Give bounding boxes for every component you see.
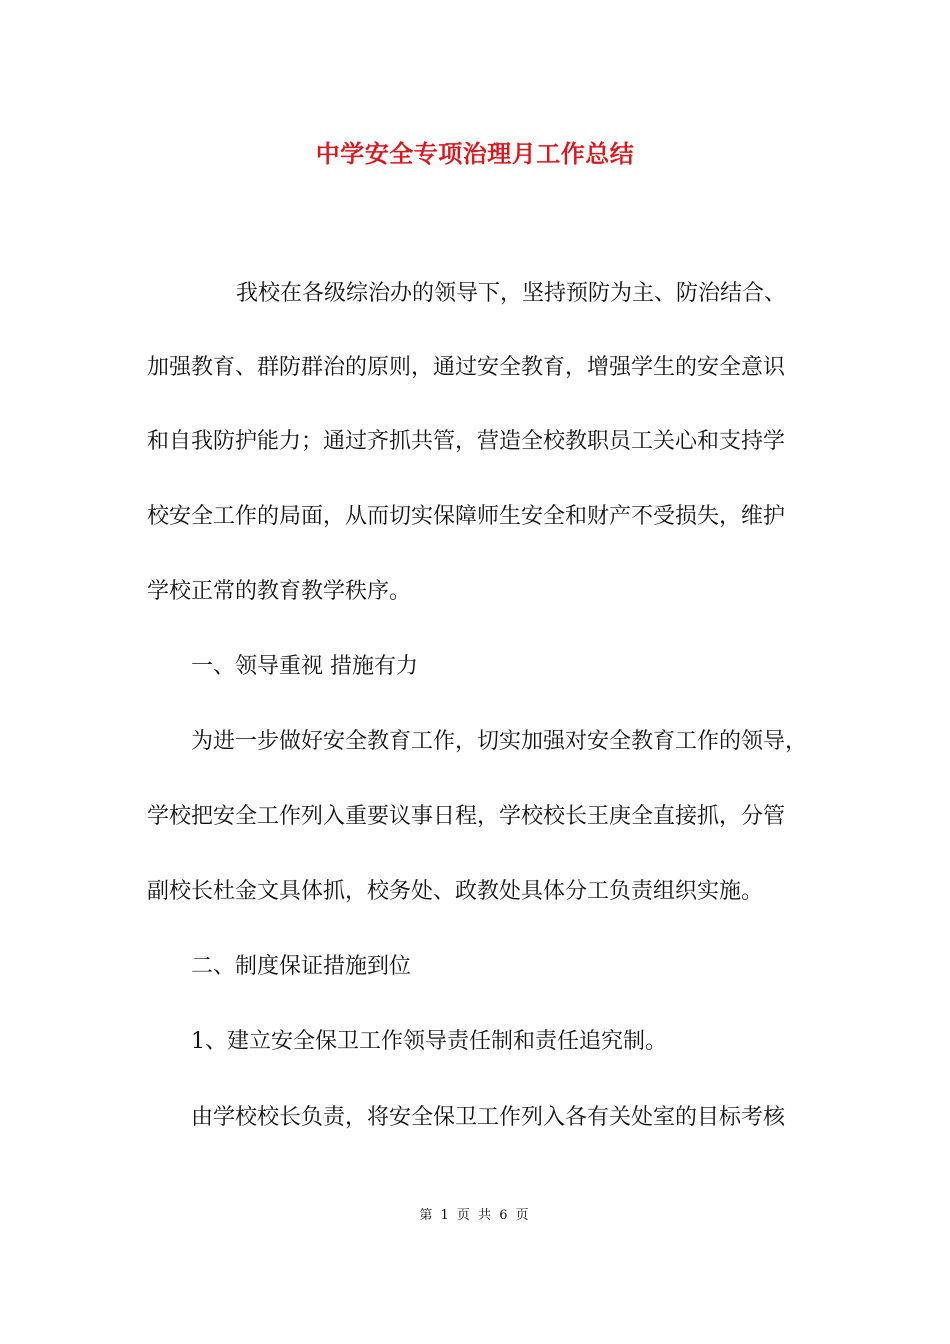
body-line-1: 我校在各级综治办的领导下，坚持预防为主、防治结合、 [236,281,787,306]
document-title: 中学安全专项治理月工作总结 [315,140,635,168]
body-line-8: 副校长杜金文具体抓，校务处、政教处具体分工负责组织实施。 [147,879,764,904]
body-line-7: 学校把安全工作列入重要议事日程，学校校长王庚全直接抓，分管 [147,804,786,829]
section-heading-1: 一、领导重视 措施有力 [191,654,418,679]
body-line-2: 加强教育、群防群治的原则，通过安全教育，增强学生的安全意识 [147,355,786,380]
section-heading-2: 二、制度保证措施到位 [191,954,412,979]
body-line-3: 和自我防护能力；通过齐抓共管，营造全校教职员工关心和支持学 [147,429,786,454]
subsection-heading-1: 1、建立安全保卫工作领导责任制和责任追究制。 [191,1029,667,1054]
body-line-9: 由学校校长负责，将安全保卫工作列入各有关处室的目标考核 [191,1105,786,1130]
page-number-footer: 第 1 页 共 6 页 [419,1208,531,1223]
body-line-6: 为进一步做好安全教育工作，切实加强对安全教育工作的领导， [191,729,808,754]
body-line-4: 校安全工作的局面，从而切实保障师生安全和财产不受损失，维护 [147,504,786,529]
body-line-5: 学校正常的教育教学秩序。 [147,579,412,604]
